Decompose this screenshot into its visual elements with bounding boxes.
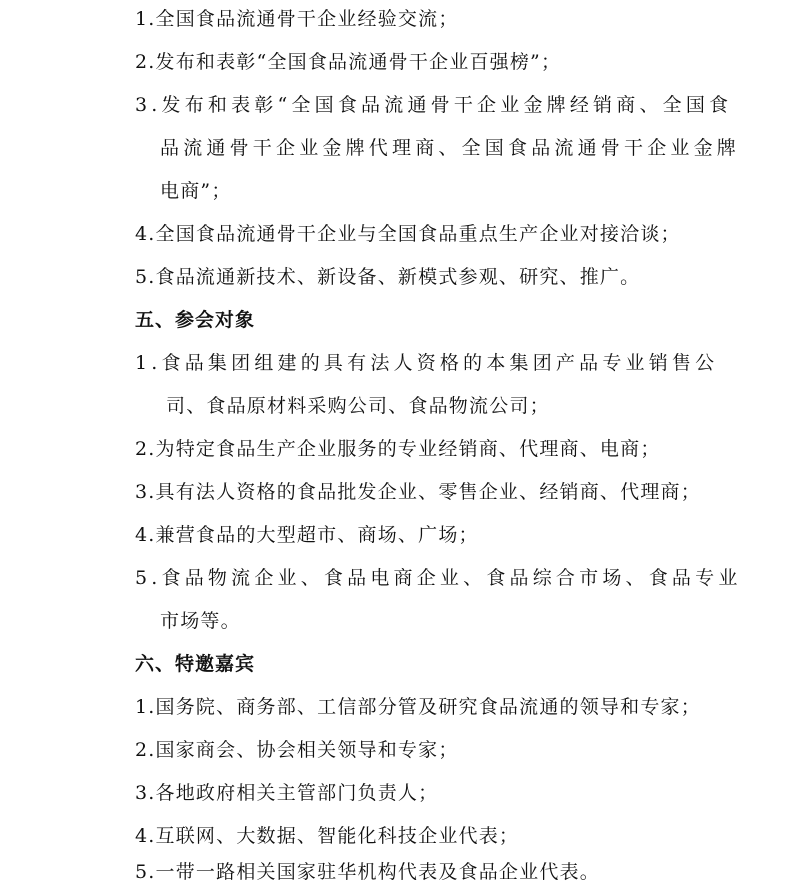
list-item: 3.发布和表彰“全国食品流通骨干企业金牌经销商、全国食 [135,94,733,116]
list-item: 2.国家商会、协会相关领导和专家； [135,739,459,761]
list-item: 5.食品流通新技术、新设备、新模式参观、研究、推广。 [135,266,641,288]
list-item-continuation: 市场等。 [160,610,241,632]
list-item: 5.一带一路相关国家驻华机构代表及食品企业代表。 [135,861,600,883]
list-item: 2.发布和表彰“全国食品流通骨干企业百强榜”； [135,51,562,73]
list-item-continuation: 品流通骨干企业金牌代理商、全国食品流通骨干企业金牌 [160,137,741,159]
list-item: 1.全国食品流通骨干企业经验交流； [135,8,459,30]
list-item: 4.兼营食品的大型超市、商场、广场； [135,524,479,546]
list-item: 4.全国食品流通骨干企业与全国食品重点生产企业对接洽谈； [135,223,681,245]
list-item-continuation: 电商”； [160,180,232,202]
list-item-continuation: 司、食品原材料采购公司、食品物流公司； [166,395,550,417]
list-item: 2.为特定食品生产企业服务的专业经销商、代理商、电商； [135,438,661,460]
list-item: 5.食品物流企业、食品电商企业、食品综合市场、食品专业 [135,567,742,589]
list-item: 1.国务院、商务部、工信部分管及研究食品流通的领导和专家； [135,696,701,718]
section-heading: 六、特邀嘉宾 [135,653,256,675]
list-item: 3.各地政府相关主管部门负责人； [135,782,439,804]
section-heading: 五、参会对象 [135,309,256,331]
list-item: 1.食品集团组建的具有法人资格的本集团产品专业销售公 [135,352,719,374]
list-item: 4.互联网、大数据、智能化科技企业代表； [135,825,520,847]
list-item: 3.具有法人资格的食品批发企业、零售企业、经销商、代理商； [135,481,701,503]
